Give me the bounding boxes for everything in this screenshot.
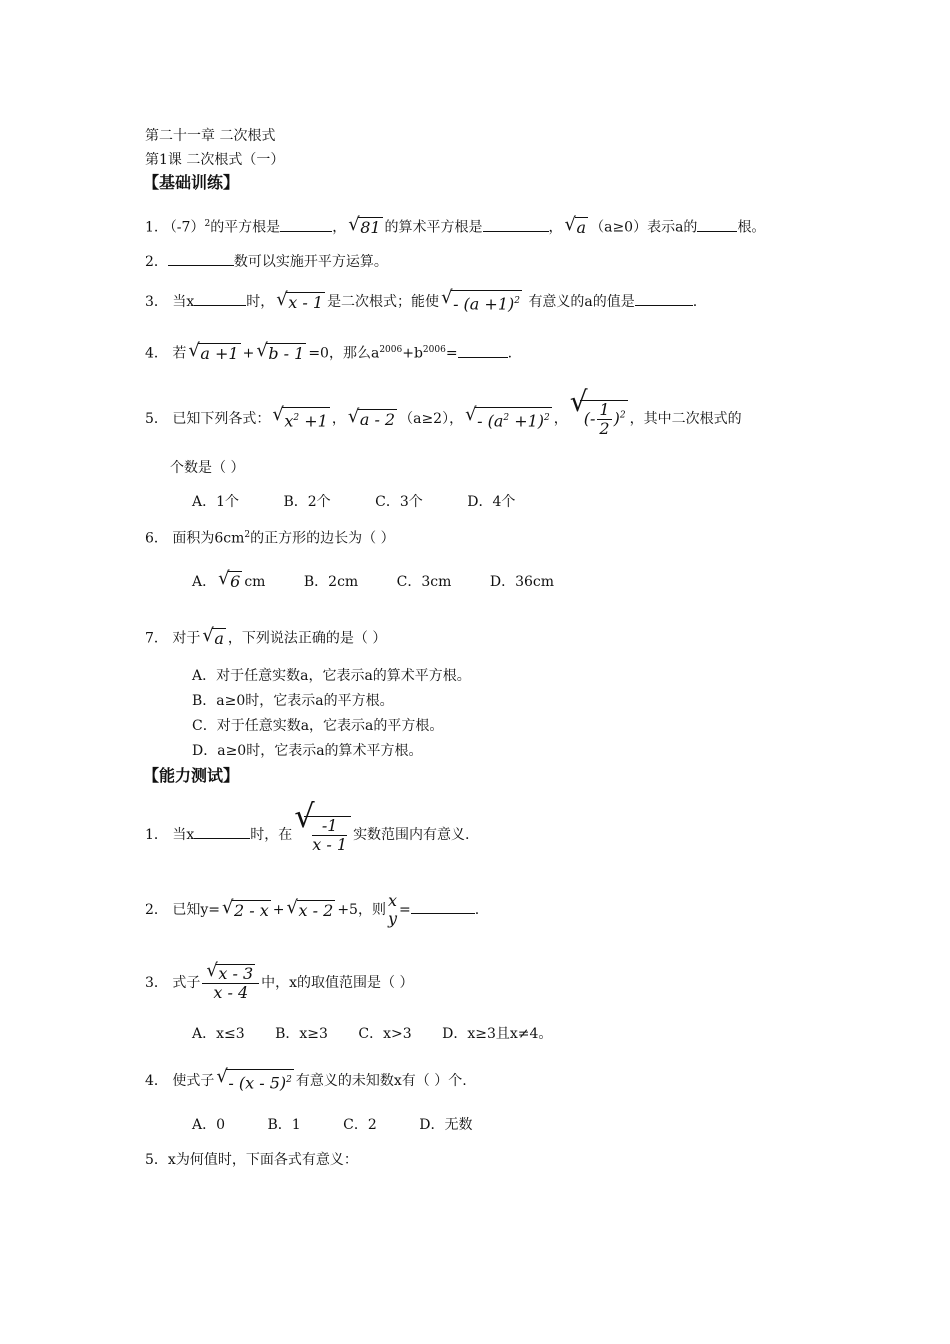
option-a[interactable]: A．对于任意实数a，它表示a的算术平方根。 bbox=[192, 668, 471, 684]
option-a[interactable]: A．1个 bbox=[192, 494, 240, 510]
text: = bbox=[445, 345, 458, 362]
text: ，下列说法正确的是（ ） bbox=[227, 630, 387, 647]
text: 已知y= bbox=[172, 902, 221, 918]
question-number: 4． bbox=[145, 345, 168, 362]
question-number: 5． bbox=[145, 411, 168, 427]
answer-blank[interactable] bbox=[194, 826, 250, 839]
question-number: 3． bbox=[145, 975, 168, 991]
answer-blank[interactable] bbox=[194, 293, 246, 306]
fraction bbox=[597, 401, 611, 438]
section-heading-ability: 【能力测试】 bbox=[143, 766, 240, 785]
question-number: 4． bbox=[145, 1073, 168, 1090]
question-number: 2． bbox=[145, 254, 168, 270]
option-c[interactable]: C．2 bbox=[343, 1117, 377, 1133]
radicand: ) bbox=[613, 409, 620, 428]
option-d[interactable]: D．x≥3且x≠4。 bbox=[442, 1026, 553, 1042]
text: =0，那么a bbox=[308, 345, 380, 362]
question-7 bbox=[145, 625, 387, 649]
option-a[interactable] bbox=[192, 568, 266, 591]
text: . bbox=[507, 345, 513, 362]
option-b[interactable]: B．a≥0时，它表示a的平方根。 bbox=[192, 693, 394, 709]
text: . bbox=[474, 902, 480, 918]
radical-expression: √ $\frac{-1}{x - 1}$ bbox=[294, 816, 351, 854]
ability-question-4-options bbox=[192, 1115, 472, 1135]
text: ， bbox=[548, 219, 563, 236]
text: +5，则 bbox=[337, 902, 386, 918]
text: = bbox=[399, 902, 411, 918]
radical-expression: √ x - 1 bbox=[276, 288, 324, 312]
text: 当x bbox=[172, 827, 195, 843]
text: （-7） bbox=[162, 219, 205, 236]
radical-expression: √ b - 1 bbox=[256, 340, 305, 364]
option-c[interactable]: C．3个 bbox=[375, 494, 423, 510]
option-b[interactable]: B．1 bbox=[267, 1117, 301, 1133]
superscript: 2 bbox=[503, 412, 510, 423]
option-d[interactable]: D．36cm bbox=[489, 573, 555, 590]
text: 若 bbox=[172, 345, 187, 362]
radical-expression: √ x - 3 bbox=[206, 960, 254, 983]
text: 时，在 bbox=[250, 827, 293, 843]
radicand: a +1 bbox=[200, 344, 239, 364]
question-number: 2． bbox=[145, 902, 168, 918]
question-1 bbox=[145, 214, 765, 238]
text: . bbox=[692, 294, 698, 311]
question-5-line-2: 个数是（ ） bbox=[170, 460, 245, 476]
question-5 bbox=[145, 385, 742, 438]
text: + bbox=[272, 902, 285, 918]
ability-question-3-options bbox=[192, 1024, 552, 1044]
text: 的正方形的边长为（ ） bbox=[250, 530, 395, 547]
radicand: a - 2 bbox=[359, 409, 396, 429]
option-label: A． bbox=[192, 573, 217, 590]
text: + bbox=[242, 345, 255, 362]
text: ， bbox=[331, 411, 346, 427]
radical-expression: √ (- $\frac{1}{2}$ )$^2$ bbox=[569, 385, 626, 438]
radicand: b - 1 bbox=[268, 344, 305, 364]
answer-blank[interactable] bbox=[411, 901, 475, 914]
answer-blank[interactable] bbox=[483, 219, 549, 232]
option-c[interactable]: C．对于任意实数a，它表示a的平方根。 bbox=[192, 718, 444, 734]
radicand: - (x - 5) bbox=[228, 1073, 287, 1093]
radicand: 81 bbox=[360, 218, 381, 238]
ability-question-4 bbox=[145, 1066, 467, 1093]
chapter-title: 第二十一章 二次根式 bbox=[145, 128, 276, 144]
denominator: x - 4 bbox=[213, 983, 249, 1002]
radicand: (- bbox=[583, 409, 596, 428]
radical-expression: √ a - 2 bbox=[347, 405, 396, 429]
ability-question-5 bbox=[145, 1150, 358, 1170]
option-c[interactable]: C．3cm bbox=[396, 573, 452, 590]
superscript: 2 bbox=[619, 410, 626, 421]
radicand: x - 1 bbox=[288, 292, 324, 312]
radicand: - (a bbox=[477, 411, 504, 431]
radicand: 6 bbox=[230, 572, 241, 591]
superscript: 2006 bbox=[379, 345, 403, 355]
ability-question-1 bbox=[145, 797, 470, 854]
radical-expression: √ 6 bbox=[218, 568, 241, 591]
text: 根。 bbox=[737, 219, 766, 236]
option-b[interactable]: B．2个 bbox=[283, 494, 331, 510]
question-number: 7． bbox=[145, 630, 168, 647]
radicand: +1 bbox=[299, 411, 328, 431]
text: 的算术平方根是 bbox=[384, 219, 483, 236]
radicand: a bbox=[214, 629, 224, 648]
option-b[interactable]: B．x≥3 bbox=[275, 1026, 328, 1042]
numerator: -1 bbox=[312, 817, 347, 836]
numerator bbox=[202, 960, 259, 984]
option-d[interactable]: D．a≥0时，它表示a的算术平方根。 bbox=[192, 743, 423, 759]
radicand: x - 2 bbox=[298, 900, 334, 920]
text: ， bbox=[332, 219, 347, 236]
answer-blank[interactable] bbox=[635, 293, 693, 306]
superscript: 2 bbox=[286, 1075, 292, 1085]
fraction bbox=[202, 960, 259, 1002]
denominator: 2 bbox=[599, 419, 610, 438]
radicand: x bbox=[284, 411, 294, 431]
option-d[interactable]: D．4个 bbox=[467, 494, 516, 510]
superscript: 2 bbox=[204, 219, 211, 229]
text: ， bbox=[553, 411, 568, 427]
question-6-options bbox=[192, 568, 555, 592]
text: 的平方根是 bbox=[210, 219, 281, 236]
text: 使式子 bbox=[172, 1073, 215, 1090]
radical-expression: √ 81 bbox=[348, 214, 381, 238]
superscript: 2 bbox=[293, 412, 300, 423]
radical-expression: √ a bbox=[564, 214, 587, 238]
option-d[interactable]: D．无数 bbox=[419, 1117, 473, 1133]
question-number: 1. bbox=[145, 219, 159, 236]
option-c[interactable]: C．x>3 bbox=[358, 1026, 412, 1042]
question-4 bbox=[145, 340, 512, 364]
denominator: y bbox=[387, 909, 397, 928]
answer-blank[interactable] bbox=[280, 219, 332, 232]
radicand: a bbox=[576, 218, 587, 238]
numerator: 1 bbox=[599, 400, 610, 419]
question-number: 5． bbox=[145, 1152, 168, 1168]
option-b[interactable]: B．2cm bbox=[303, 573, 359, 590]
radical-expression: √ - (x - 5)$^2$ bbox=[216, 1066, 292, 1093]
radical-expression: √ $x^2 +1$ bbox=[272, 403, 328, 431]
question-3 bbox=[145, 287, 698, 314]
text: 中，x的取值范围是（ ） bbox=[261, 975, 414, 991]
text: （a≥0）表示a的 bbox=[590, 219, 698, 236]
question-2 bbox=[145, 252, 388, 272]
text: 时， bbox=[246, 294, 275, 311]
text: x为何值时，下面各式有意义： bbox=[167, 1152, 358, 1168]
answer-blank[interactable] bbox=[697, 219, 737, 232]
radicand: 2 - x bbox=[234, 900, 269, 920]
superscript: 2 bbox=[514, 296, 520, 306]
answer-blank[interactable] bbox=[168, 253, 234, 266]
radical-expression: √ a bbox=[202, 625, 224, 648]
question-6 bbox=[145, 525, 395, 549]
text: 已知下列各式： bbox=[172, 411, 271, 427]
text: （a≥2）， bbox=[399, 411, 464, 427]
text: ，其中二次根式的 bbox=[629, 411, 742, 427]
text: +b bbox=[402, 345, 423, 362]
text: 有意义的未知数x有（ ）个. bbox=[295, 1073, 467, 1090]
text: 是二次根式；能使 bbox=[327, 294, 440, 311]
radicand: - (a +1) bbox=[453, 294, 515, 314]
radicand: +1) bbox=[509, 411, 545, 431]
fraction bbox=[312, 817, 347, 854]
question-number: 3． bbox=[145, 294, 168, 311]
radical-expression: √ a +1 bbox=[188, 340, 239, 364]
superscript: 2006 bbox=[422, 345, 446, 355]
fraction bbox=[388, 892, 397, 928]
radical-expression: √ - $(a +1)^2$ bbox=[441, 287, 520, 314]
text: 式子 bbox=[172, 975, 201, 991]
option-a[interactable]: A．x≤3 bbox=[192, 1026, 245, 1042]
superscript: 2 bbox=[544, 412, 550, 423]
section-heading-basic: 【基础训练】 bbox=[143, 173, 240, 192]
question-number: 1． bbox=[145, 827, 168, 843]
numerator: x bbox=[387, 891, 397, 910]
text: 面积为6cm bbox=[172, 530, 245, 547]
option-a[interactable]: A．0 bbox=[192, 1117, 226, 1133]
option-unit: cm bbox=[244, 573, 266, 590]
text: 实数范围内有意义. bbox=[353, 827, 470, 843]
denominator: x - 1 bbox=[312, 835, 348, 854]
radical-expression: √ - $(a^2 +1)^2$ bbox=[465, 403, 550, 431]
superscript: 2 bbox=[244, 530, 251, 540]
ability-question-2 bbox=[145, 892, 479, 928]
lesson-title: 第1课 二次根式（一） bbox=[145, 152, 285, 168]
text: 当x bbox=[172, 294, 195, 311]
text: 数可以实施开平方运算。 bbox=[233, 254, 388, 270]
text: 有意义的a的值是 bbox=[528, 294, 635, 311]
text: 对于 bbox=[172, 630, 201, 647]
question-number: 6． bbox=[145, 530, 168, 547]
answer-blank[interactable] bbox=[458, 345, 508, 358]
ability-question-3 bbox=[145, 960, 414, 1002]
question-5-options bbox=[192, 492, 515, 512]
radical-expression: √ 2 - x bbox=[222, 896, 269, 920]
radicand: x - 3 bbox=[218, 964, 254, 983]
radical-expression: √ x - 2 bbox=[286, 896, 334, 920]
